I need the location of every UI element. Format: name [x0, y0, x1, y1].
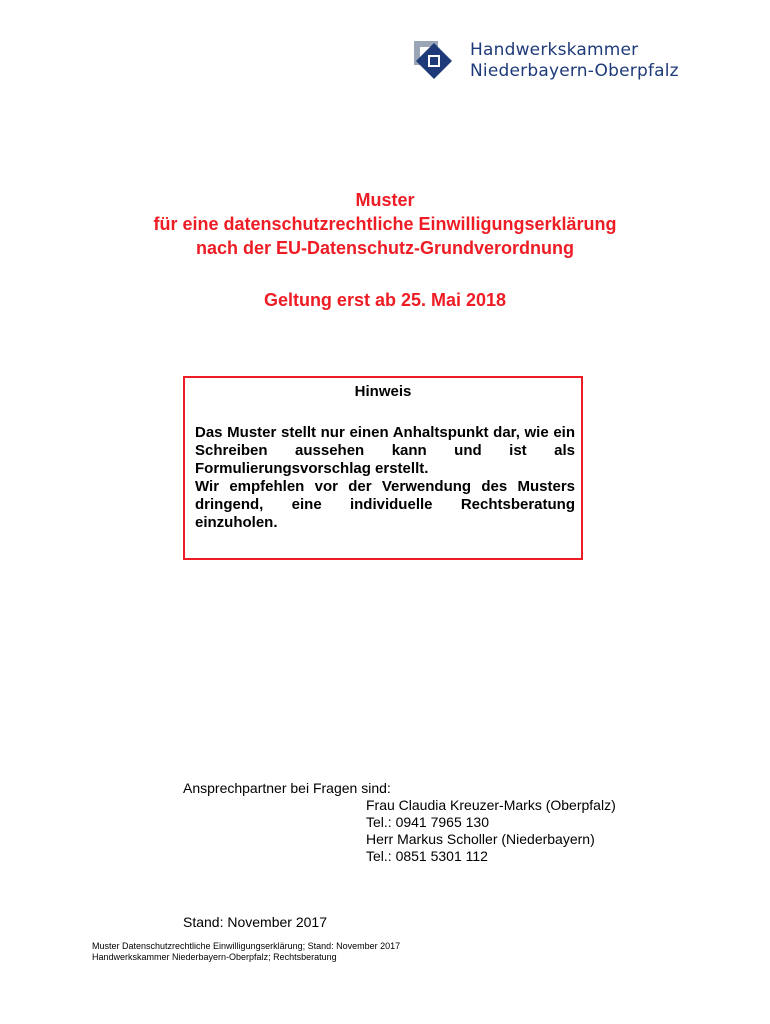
logo	[414, 40, 679, 82]
contact-person-2: Herr Markus Scholler (Niederbayern)	[366, 831, 595, 847]
title-line-2: für eine datenschutzrechtliche Einwilligungserklärung	[153, 214, 617, 234]
footer-line-2: Handwerkskammer Niederbayern-Oberpfalz; Rechtsberatung	[92, 952, 337, 962]
logo-text	[470, 40, 679, 82]
notice-heading: Hinweis	[354, 383, 412, 400]
page-footer	[92, 941, 400, 963]
contact-phone-2: Tel.: 0851 5301 112	[366, 848, 488, 864]
contacts-label: Ansprechpartner bei Fragen sind:	[183, 780, 391, 796]
hwk-logo-icon	[414, 41, 454, 81]
title-line-1: Muster	[355, 190, 415, 210]
contact-person-1: Frau Claudia Kreuzer-Marks (Oberpfalz)	[366, 797, 616, 813]
logo-line-2: Niederbayern-Oberpfalz	[470, 61, 679, 81]
contact-phone-1: Tel.: 0941 7965 130	[366, 814, 489, 830]
notice-text-2: Wir empfehlen vor der Verwendung des Musters dringend, eine individuelle Rechtsberatung einzuholen.	[195, 478, 575, 531]
validity-date: Geltung erst ab 25. Mai 2018	[263, 290, 507, 310]
notice-text-1: Das Muster stellt nur einen Anhaltspunkt dar, wie ein Schreiben aussehen kann und ist als Formulierungsvorschlag erstellt.	[195, 424, 575, 477]
logo-line-1: Handwerkskammer	[470, 40, 639, 60]
notice-box	[183, 376, 583, 560]
contacts-list	[366, 797, 616, 865]
stand-date: Stand: November 2017	[183, 914, 327, 930]
footer-line-1: Muster Datenschutzrechtliche Einwilligungserklärung; Stand: November 2017	[92, 941, 401, 951]
notice-body	[195, 424, 575, 532]
document-title	[0, 188, 770, 260]
title-line-3: nach der EU-Datenschutz-Grundverordnung	[195, 238, 575, 258]
